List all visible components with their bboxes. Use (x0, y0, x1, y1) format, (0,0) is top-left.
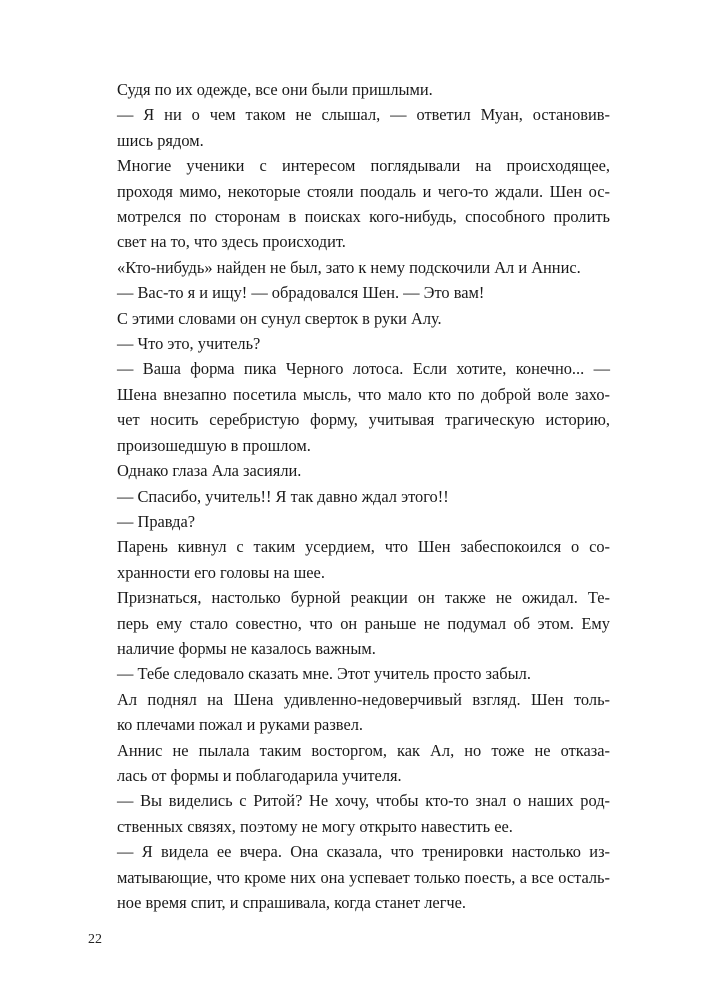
text-line: Судя по их одежде, все они были пришлыми. (117, 80, 433, 99)
text-line: — Что это, учитель? (117, 334, 261, 354)
body-text (88, 77, 610, 915)
paragraph (88, 687, 610, 738)
text-line: — Вас-то я и ищу! — обрадовался Шен. — Это вам! (117, 283, 485, 303)
text-line: Шена внезапно посетила мысль, что мало кто по доброй воле захо- (117, 384, 610, 404)
paragraph (88, 280, 610, 305)
paragraph (88, 255, 610, 280)
paragraph (88, 839, 610, 915)
text-line: матывающие, что кроме них она успевает только поесть, а все осталь- (117, 867, 610, 887)
text-line: С этими словами он сунул сверток в руки Алу. (117, 308, 442, 328)
paragraph (88, 77, 610, 102)
page-number: 22 (88, 932, 102, 947)
text-line: шись рядом. (117, 130, 204, 150)
text-line: ное время спит, и спрашивала, когда станет легче. (117, 893, 467, 912)
paragraph (88, 788, 610, 839)
text-line: наличие формы не казалось важным. (117, 638, 376, 658)
paragraph (88, 484, 610, 509)
paragraph (88, 661, 610, 686)
text-line: Ал поднял на Шена удивленно-недоверчивый взгляд. Шен толь- (117, 689, 610, 709)
paragraph (88, 331, 610, 356)
text-line: произошедшую в прошлом. (117, 435, 311, 455)
paragraph (88, 534, 610, 585)
text-line: — Спасибо, учитель!! Я так давно ждал этого!! (117, 486, 449, 506)
text-line: — Ваша форма пика Черного лотоса. Если хотите, конечно... — (117, 359, 610, 379)
text-line: ко плечами пожал и руками развел. (117, 715, 363, 735)
text-line: — Вы виделись с Ритой? Не хочу, чтобы кто-то знал о наших род- (117, 791, 610, 811)
paragraph (88, 306, 610, 331)
text-line: Однако глаза Ала засияли. (117, 461, 302, 481)
paragraph (88, 509, 610, 534)
text-line: чет носить серебристую форму, учитывая трагическую историю, (117, 410, 610, 430)
text-line: — Правда? (117, 511, 196, 531)
text-line: проходя мимо, некоторые стояли поодаль и чего-то ждали. Шен ос- (117, 181, 610, 201)
paragraph (88, 153, 610, 255)
text-line: «Кто-нибудь» найден не был, зато к нему подскочили Ал и Аннис. (117, 257, 581, 277)
text-line: мотрелся по сторонам в поисках кого-нибудь, способного пролить (117, 207, 610, 227)
text-line: лась от формы и поблагодарила учителя. (117, 765, 402, 785)
text-line: — Я видела ее вчера. Она сказала, что тренировки настолько из- (117, 842, 610, 862)
text-line: перь ему стало совестно, что он раньше не подумал об этом. Ему (117, 613, 610, 633)
text-line: — Тебе следовало сказать мне. Этот учитель просто забыл. (117, 664, 531, 684)
paragraph (88, 356, 610, 458)
paragraph (88, 738, 610, 789)
text-line: — Я ни о чем таком не слышал, — ответил Муан, остановив- (117, 105, 610, 125)
text-line: Признаться, настолько бурной реакции он также не ожидал. Те- (117, 588, 610, 608)
text-line: Аннис не пылала таким восторгом, как Ал, но тоже не отказа- (117, 740, 610, 760)
text-line: свет на то, что здесь происходит. (117, 232, 346, 252)
paragraph (88, 102, 610, 153)
paragraph (88, 458, 610, 483)
text-line: хранности его головы на шее. (117, 562, 325, 582)
paragraph (88, 585, 610, 661)
text-line: Многие ученики с интересом поглядывали на происходящее, (117, 156, 610, 176)
text-line: ственных связях, поэтому не могу открыто навестить ее. (117, 816, 513, 836)
text-line: Парень кивнул с таким усердием, что Шен забеспокоился о со- (117, 537, 610, 557)
